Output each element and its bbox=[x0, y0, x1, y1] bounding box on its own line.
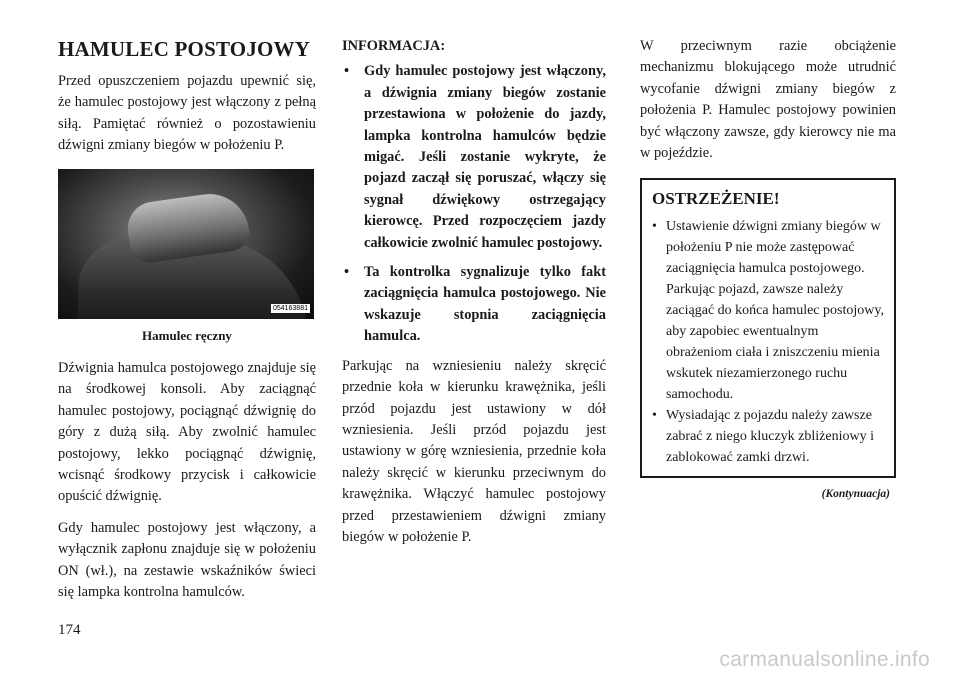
lever-paragraph: Dźwignia hamulca postojowego znajduje się na środkowej konsoli. Aby zaciągnąć hamulec postojowy, pociągnąć dźwignię do góry z dużą siłą. Aby zwolnić hamulec postojowy, lekko pociągnąć dźwignię, wcisnąć środkowy przycisk i całkowicie opuścić dźwignię. bbox=[58, 360, 316, 505]
warning-item: • Wysiadając z pojazdu należy zawsze zabrać z niego kluczyk zbliżeniowy i zablokować zamki drzwi. bbox=[652, 405, 884, 468]
hill-parking-paragraph: Parkując na wzniesieniu należy skręcić przednie koła w kierunku krawężnika, jeśli przód pojazdu jest ustawiony w dół wzniesienia. Jeśli przód pojazdu jest ustawiony w górę wzniesienia, przednie koła należy skręcić w kierunku przeciwnym do krawężnika. Włączyć hamulec postojowy przed przestawieniem dźwigni zmiany biegów w położenie P. bbox=[342, 357, 606, 545]
continuation-paragraph: W przeciwnym razie obciążenie mechanizmu blokującego może utrudnić wycofanie dźwigni zmiany biegów z położenia P. Hamulec postojowy powinien być włączony zawsze, gdy kierowcy nie ma w pojeździe. bbox=[640, 38, 896, 162]
section-title: HAMULEC POSTOJOWY bbox=[58, 37, 311, 61]
warning-box bbox=[640, 178, 896, 478]
figure-caption: Hamulec ręczny bbox=[142, 327, 232, 343]
warning-heading: OSTRZEŻENIE! bbox=[652, 189, 780, 209]
column-middle bbox=[342, 36, 606, 558]
column-left bbox=[58, 36, 316, 614]
info-list bbox=[342, 61, 606, 347]
intro-paragraph: Przed opuszczeniem pojazdu upewnić się, że hamulec postojowy jest włączony z pełną siłą. Pamiętać również o pozostawieniu dźwigni zmiany biegów w położeniu P. bbox=[58, 73, 316, 154]
info-heading: INFORMACJA: bbox=[342, 38, 446, 54]
info-item: • Gdy hamulec postojowy jest włączony, a dźwignia zmiany biegów zostanie przestawiona w położenie do jazdy, lampka kontrolna hamulców będzie migać. Jeśli zostanie wykryte, że pojazd zaczął się poruszać, włączy się sygnał dźwiękowy ostrzegający kierowcę. Przed rozpoczęciem jazdy całkowicie zwolnić hamulec postojowy. bbox=[342, 61, 606, 254]
info-item: • Ta kontrolka sygnalizuje tylko fakt zaciągnięcia hamulca postojowego. Nie wskazuje stopnia zaciągnięcia hamulca. bbox=[342, 262, 606, 348]
site-watermark: carmanualsonline.info bbox=[719, 648, 930, 671]
warning-item: • Ustawienie dźwigni zmiany biegów w położeniu P nie może zastępować zaciągnięcia hamulca postojowego. Parkując pojazd, zawsze należy zaciągać do końca hamulec postojowy, aby zapobiec ewentualnym obrażeniom ciała i zniszczeniu mienia wskutek niezamierzonego ruchu samochodu. bbox=[652, 216, 884, 405]
column-right bbox=[640, 36, 896, 506]
parking-brake-photo bbox=[58, 169, 314, 319]
page-number: 174 bbox=[58, 622, 81, 638]
warning-list bbox=[652, 216, 884, 468]
figure-code: 054163881 bbox=[272, 304, 308, 312]
indicator-paragraph: Gdy hamulec postojowy jest włączony, a wyłącznik zapłonu znajduje się w położeniu ON (wł.), na zestawie wskaźników świeci się lampka kontrolna hamulców. bbox=[58, 519, 316, 601]
continued-label: (Kontynuacja) bbox=[821, 488, 890, 501]
